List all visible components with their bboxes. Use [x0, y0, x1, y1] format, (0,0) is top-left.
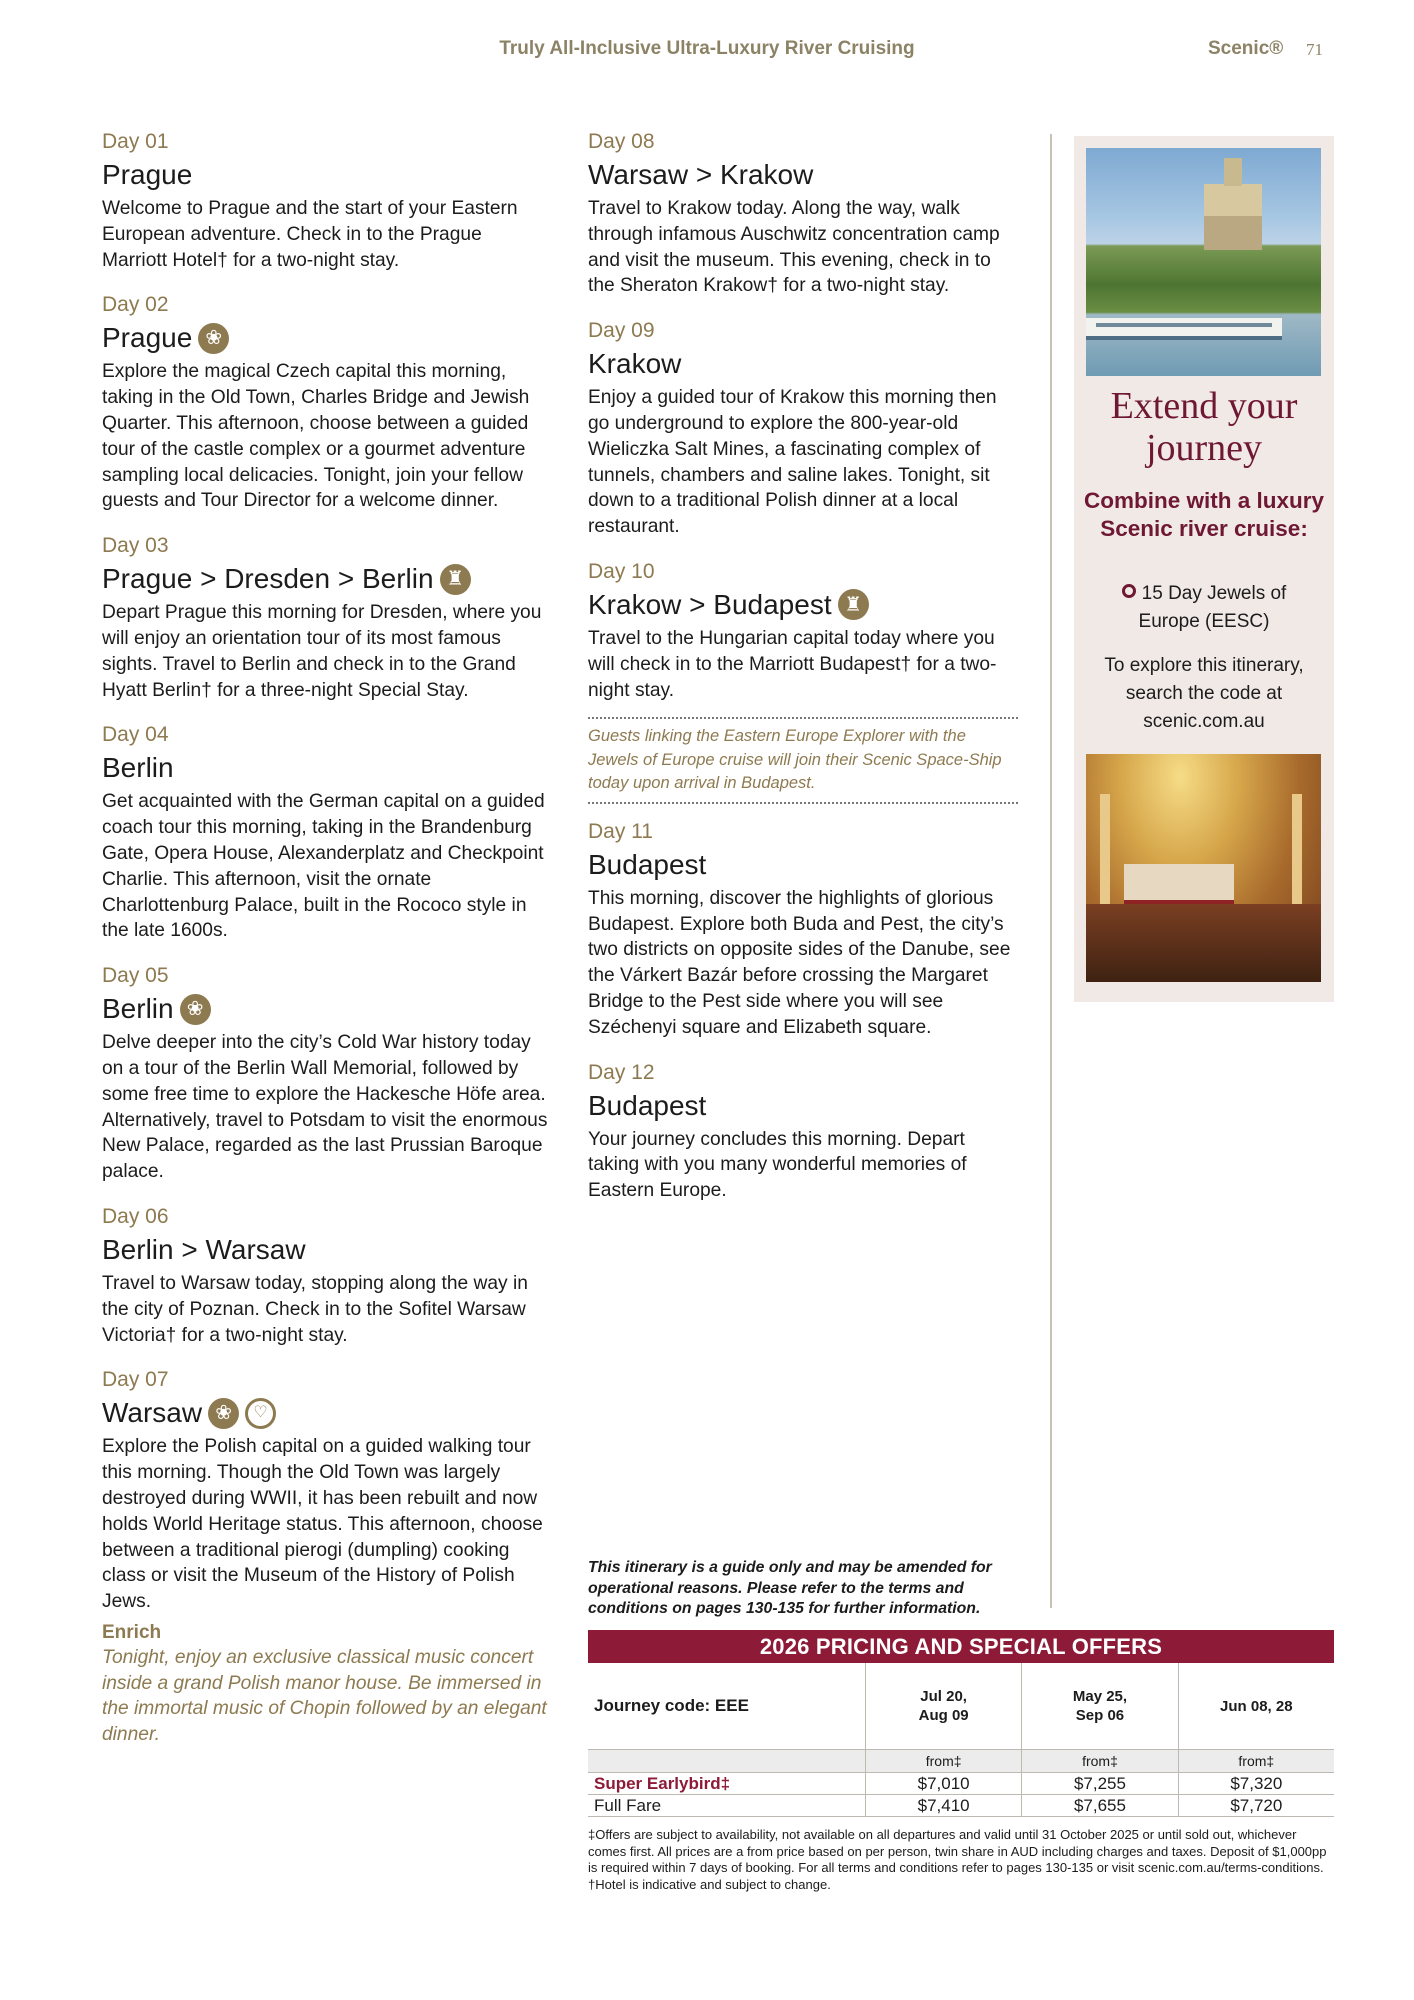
- day-title-text: Prague: [102, 159, 193, 190]
- castle-shape: [1204, 184, 1262, 250]
- day-title: [588, 158, 1018, 192]
- enrich-block: [102, 1621, 552, 1748]
- day-description: Delve deeper into the city’s Cold War history today on a tour of the Berlin Wall Memorial, followed by some free time to explore the Hackesche Höfe area. Alternatively, travel to Potsdam to visit the enormous New Palace, regarded as the last Prussian Baroque palace.: [102, 1032, 548, 1183]
- day-label: Day 06: [102, 1204, 169, 1228]
- day-title: [102, 158, 552, 192]
- day-label: Day 08: [588, 130, 655, 153]
- date-column-2-line1: May 25,: [1072, 1688, 1128, 1705]
- hall-pillar: [1100, 794, 1110, 914]
- attraction-icon: ❀: [198, 323, 229, 354]
- sidebar-title: Extend your journey: [1110, 385, 1298, 469]
- from-label: from‡: [1178, 1750, 1334, 1773]
- enrich-heart-icon: ♡: [245, 1398, 276, 1429]
- river-ship-shape: [1086, 318, 1282, 340]
- day-label: Day 02: [102, 293, 169, 317]
- day-description: Travel to Warsaw today, stopping along the way in the city of Poznan. Check in to the Sofitel Warsaw Victoria† for a two-night stay.: [102, 1272, 528, 1346]
- concert-stage-shape: [1124, 864, 1234, 904]
- from-label: from‡: [1022, 1750, 1178, 1773]
- pricing-section: [588, 1630, 1334, 1893]
- day-description: Enjoy a guided tour of Krakow this morning then go underground to explore the 800-year-old Wieliczka Salt Mines, a fascinating complex of tunnels, chambers and saline lakes. Tonight, sit down to a traditional Polish dinner at a local restaurant.: [588, 387, 997, 538]
- column-divider: [1050, 134, 1052, 1608]
- price-cell: $7,320: [1178, 1773, 1334, 1795]
- pricing-footnote: ‡Offers are subject to availability, not available on all departures and valid until 31 October 2025 or until sold out, whichever comes first. All prices are a from price based on per person, twin share in AUD including charges and taxes. Deposit of $1,000pp is required within 7 days of booking. For all terms and conditions refer to pages 130-135 or visit scenic.com.au/terms-conditions. †Hotel is indicative and subject to change.: [588, 1827, 1327, 1892]
- ring-bullet-icon: [1122, 584, 1136, 598]
- concert-hall-photo: [1086, 754, 1321, 982]
- day-title: [102, 751, 552, 785]
- page-number: 71: [1306, 40, 1323, 59]
- day-label: Day 01: [102, 130, 169, 153]
- itinerary-column-left: [102, 128, 552, 1748]
- day-description: Get acquainted with the German capital on a guided coach tour this morning, taking in the Brandenburg Gate, Opera House, Alexanderplatz and Checkpoint Charlie. This afternoon, visit the ornate Charlottenburg Palace, built in the Rococo style in the late 1600s.: [102, 791, 545, 942]
- itinerary-day: [102, 532, 552, 703]
- special-stay-icon: ♜: [440, 564, 471, 595]
- day-description: Explore the Polish capital on a guided walking tour this morning. Though the Old Town was largely destroyed during WWII, it has been rebuilt and now holds World Heritage status. This afternoon, choose between a traditional pierogi (dumpling) cooking class or visit the Museum of the History of Polish Jews.: [102, 1436, 543, 1613]
- itinerary-day: [102, 1366, 552, 1615]
- itinerary-day: [588, 1059, 1018, 1204]
- price-cell: $7,255: [1022, 1773, 1178, 1795]
- special-stay-icon: ♜: [838, 589, 869, 620]
- itinerary-column-middle: [588, 128, 1018, 1222]
- sidebar-cruise-item-text: 15 Day Jewels of Europe (EESC): [1138, 583, 1287, 632]
- day-title-text: Prague > Dresden > Berlin: [102, 563, 434, 595]
- day-title-text: Budapest: [588, 848, 707, 880]
- castle-river-photo: [1086, 148, 1321, 376]
- price-cell: $7,010: [865, 1773, 1021, 1795]
- from-row: [588, 1750, 1334, 1773]
- day-title: [102, 992, 552, 1026]
- header-title: Truly All-Inclusive Ultra-Luxury River Cruising: [499, 38, 915, 59]
- day-title: [588, 347, 1018, 381]
- extend-journey-sidebar: [1074, 136, 1334, 1002]
- price-cell: $7,410: [865, 1795, 1021, 1817]
- enrich-label: Enrich: [102, 1621, 162, 1643]
- journey-code: Journey code: EEE: [594, 1696, 749, 1715]
- price-row-super-earlybird: [588, 1773, 1334, 1795]
- date-column-3-line1: Jun 08, 28: [1220, 1697, 1293, 1715]
- sidebar-cruise-item: [1094, 580, 1314, 636]
- attraction-icon: ❀: [208, 1398, 239, 1429]
- itinerary-day: [588, 818, 1018, 1041]
- day-description: Depart Prague this morning for Dresden, where you will enjoy an orientation tour of its most famous sights. Travel to Berlin and check in to the Grand Hyatt Berlin† for a three-night Special Stay.: [102, 602, 542, 701]
- day-title-text: Berlin: [102, 993, 174, 1025]
- price-row-label: Full Fare: [588, 1795, 865, 1817]
- day-title-text: Warsaw > Krakow: [588, 159, 814, 190]
- day-label: Day 10: [588, 559, 655, 583]
- date-column-2-line2: Sep 06: [1075, 1707, 1125, 1724]
- day-title: [102, 321, 552, 355]
- day-title-text: Krakow: [588, 348, 682, 380]
- pricing-banner: 2026 PRICING AND SPECIAL OFFERS: [588, 1630, 1334, 1663]
- date-column-1: [865, 1663, 1021, 1750]
- itinerary-day: [102, 721, 552, 944]
- day-title-text: Berlin > Warsaw: [102, 1233, 306, 1265]
- hall-pillar: [1292, 794, 1302, 914]
- day-label: Day 09: [588, 319, 655, 343]
- price-row-label: Super Earlybird‡: [588, 1773, 865, 1795]
- date-column-2: [1022, 1663, 1178, 1750]
- day-title: [102, 562, 552, 596]
- sidebar-subtitle: Combine with a luxury Scenic river cruise:: [1083, 488, 1325, 541]
- price-cell: $7,720: [1178, 1795, 1334, 1817]
- day-title: [102, 1233, 552, 1267]
- sidebar-cta: To explore this itinerary, search the code at scenic.com.au: [1104, 655, 1304, 732]
- pricing-header-row: [588, 1663, 1334, 1750]
- day-description: Explore the magical Czech capital this morning, taking in the Old Town, Charles Bridge and Jewish Quarter. This afternoon, choose between a guided tour of the castle complex or a gourmet adventure sampling local delicacies. Tonight, join your fellow guests and Tour Director for a welcome dinner.: [102, 361, 530, 512]
- day-description: Welcome to Prague and the start of your Eastern European adventure. Check in to the Prague Marriott Hotel† for a two-night stay.: [102, 198, 518, 271]
- day-title: [102, 1396, 552, 1430]
- day-label: Day 12: [588, 1060, 655, 1084]
- itinerary-day: [588, 558, 1018, 703]
- pricing-table: [588, 1663, 1334, 1817]
- itinerary-day: [102, 128, 552, 273]
- day-description: Your journey concludes this morning. Depart taking with you many wonderful memories of Eastern Europe.: [588, 1128, 967, 1202]
- day-title: [588, 588, 1018, 622]
- date-column-1-line2: Aug 09: [918, 1707, 969, 1724]
- cruise-link-note: Guests linking the Eastern Europe Explorer with the Jewels of Europe cruise will join their Scenic Space-Ship today upon arrival in Budapest.: [588, 717, 1018, 804]
- audience-shape: [1086, 904, 1321, 982]
- from-label: from‡: [865, 1750, 1021, 1773]
- day-label: Day 11: [588, 819, 653, 843]
- day-description: Travel to Krakow today. Along the way, walk through infamous Auschwitz concentration camp and visit the museum. This evening, check in to the Sheraton Krakow† for a two-night stay.: [588, 198, 1000, 297]
- day-label: Day 03: [102, 534, 169, 558]
- date-column-1-line1: Jul 20,: [920, 1688, 967, 1705]
- price-cell: $7,655: [1022, 1795, 1178, 1817]
- date-column-3: [1178, 1663, 1334, 1750]
- day-title-text: Prague: [102, 322, 193, 354]
- day-label: Day 07: [102, 1368, 169, 1392]
- day-title: [588, 1089, 1018, 1123]
- day-title: [588, 848, 1018, 882]
- itinerary-day: [102, 1203, 552, 1348]
- price-row-full-fare: [588, 1795, 1334, 1817]
- enrich-text: Tonight, enjoy an exclusive classical music concert inside a grand Polish manor house. Be immersed in the immortal music of Chopin followed by an elegant dinner.: [102, 1646, 547, 1746]
- attraction-icon: ❀: [180, 994, 211, 1025]
- day-description: Travel to the Hungarian capital today where you will check in to the Marriott Budapest† for a two-night stay.: [588, 627, 997, 701]
- itinerary-day: [588, 317, 1018, 540]
- day-title-text: Berlin: [102, 752, 174, 784]
- itinerary-day: [102, 962, 552, 1185]
- day-description: This morning, discover the highlights of glorious Budapest. Explore both Buda and Pest, the city’s two districts on opposite sides of the Danube, see the Várkert Bazár before crossing the Margaret Bridge to the Pest side where you will see Széchenyi square and Elizabeth square.: [588, 887, 1011, 1038]
- day-label: Day 05: [102, 964, 169, 988]
- itinerary-disclaimer: This itinerary is a guide only and may be amended for operational reasons. Please refer to the terms and conditions on pages 130-135 for further information.: [588, 1559, 992, 1617]
- from-row-spacer: [588, 1750, 865, 1773]
- day-title-text: Budapest: [588, 1089, 707, 1121]
- brand-logo: Scenic®: [1208, 38, 1284, 59]
- day-title-text: Krakow > Budapest: [588, 588, 832, 620]
- day-label: Day 04: [102, 723, 169, 747]
- itinerary-day: [102, 291, 552, 514]
- day-title-text: Warsaw: [102, 1397, 203, 1429]
- itinerary-day: [588, 128, 1018, 299]
